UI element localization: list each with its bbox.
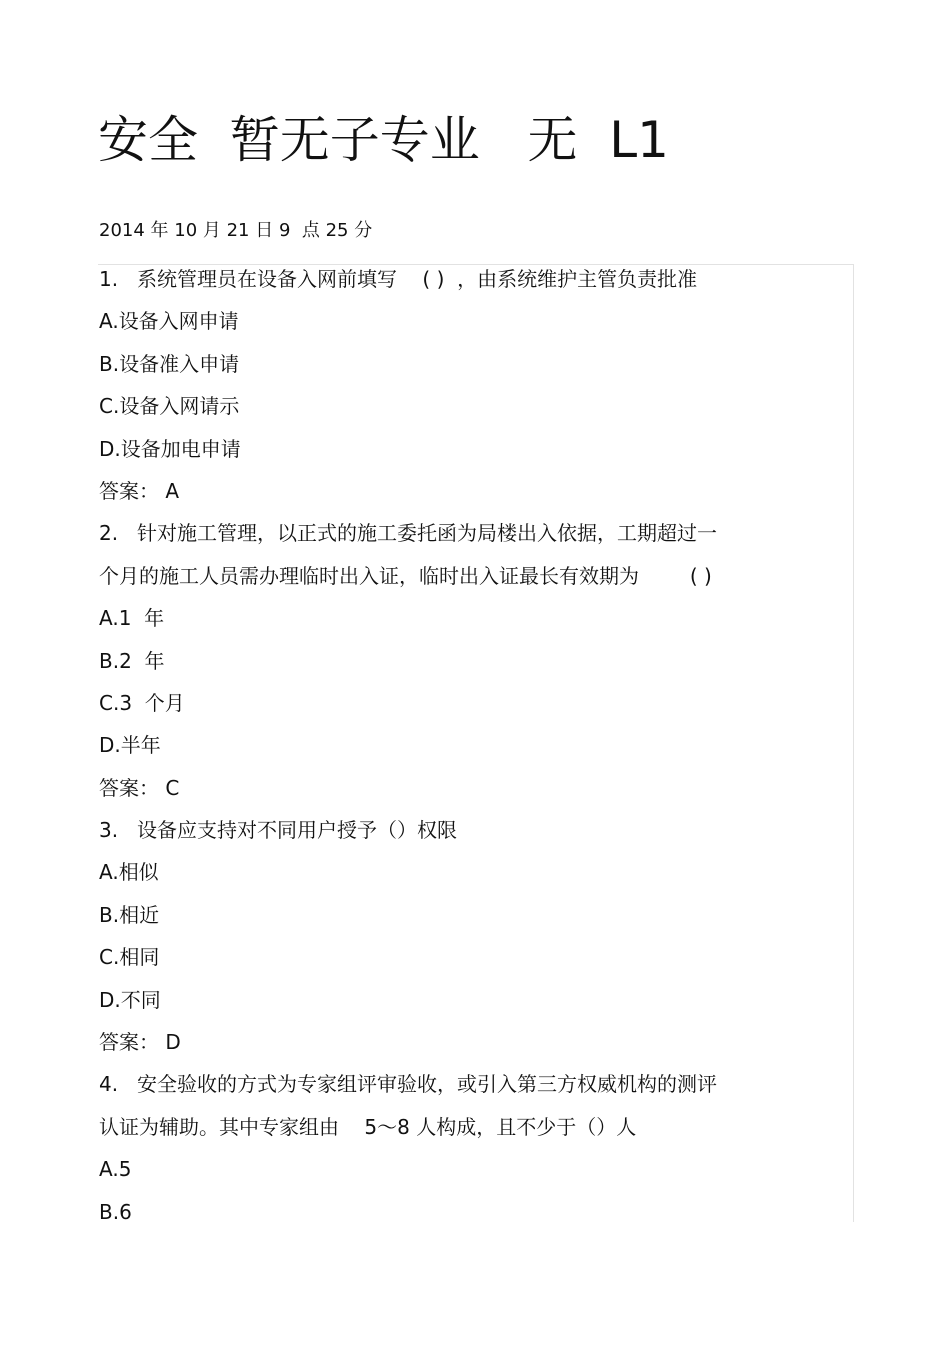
question-text-line: 系统管理员在设备入网前填写 ( ) ，由系统维护主管负责批准: [137, 267, 698, 291]
question-number: 2.: [99, 521, 119, 546]
question-3-text: [99, 809, 819, 851]
question-4-text: [99, 1063, 819, 1105]
answer-value: A: [165, 478, 180, 503]
question-2-text: [99, 512, 819, 554]
question-4-text-continued: 认证为辅助。其中专家组由 5～8 人构成，且不少于（）人: [99, 1114, 637, 1139]
question-3-answer: [99, 1021, 819, 1063]
question-4-option-b: B.6: [99, 1199, 132, 1224]
answer-value: C: [165, 775, 180, 800]
question-1-text: [99, 258, 819, 300]
question-1-option-b: B.设备准入申请: [99, 351, 240, 376]
answer-label: 答案：: [99, 478, 159, 503]
question-2-text-continued: 个月的施工人员需办理临时出入证，临时出入证最长有效期为 ( ): [99, 563, 712, 588]
question-2-option-b: B.2 年: [99, 648, 165, 673]
question-2-option-c: C.3 个月: [99, 690, 185, 715]
question-number: 1.: [99, 267, 119, 291]
page-title: 安全 暂无子专业 无 L1: [98, 111, 669, 169]
question-text-line: 设备应支持对不同用户授予（）权限: [137, 818, 457, 843]
question-3-option-b: B.相近: [99, 902, 160, 927]
question-list: [99, 258, 819, 1233]
question-text-line: 安全验收的方式为专家组评审验收，或引入第三方权威机构的测评: [137, 1072, 717, 1097]
question-2-option-a: A.1 年: [99, 606, 165, 631]
question-number: 3.: [99, 818, 119, 843]
question-number: 4.: [99, 1072, 119, 1097]
question-2-answer: [99, 767, 819, 809]
question-1-answer: [99, 470, 819, 512]
question-text-line: 针对施工管理，以正式的施工委托函为局楼出入依据，工期超过一: [137, 521, 717, 546]
answer-label: 答案：: [99, 775, 159, 800]
question-1-option-a: A.设备入网申请: [99, 309, 239, 334]
question-1-option-c: C.设备入网请示: [99, 394, 240, 419]
question-1-option-d: D.设备加电申请: [99, 436, 241, 461]
question-3-option-c: C.相同: [99, 945, 160, 970]
question-4-option-a: A.5: [99, 1157, 132, 1182]
question-3-option-d: D.不同: [99, 987, 161, 1012]
answer-label: 答案：: [99, 1030, 159, 1055]
answer-value: D: [165, 1030, 181, 1055]
question-2-option-d: D.半年: [99, 733, 161, 758]
question-3-option-a: A.相似: [99, 860, 159, 885]
document-date: 2014 年 10 月 21 日 9 点 25 分: [99, 220, 373, 241]
